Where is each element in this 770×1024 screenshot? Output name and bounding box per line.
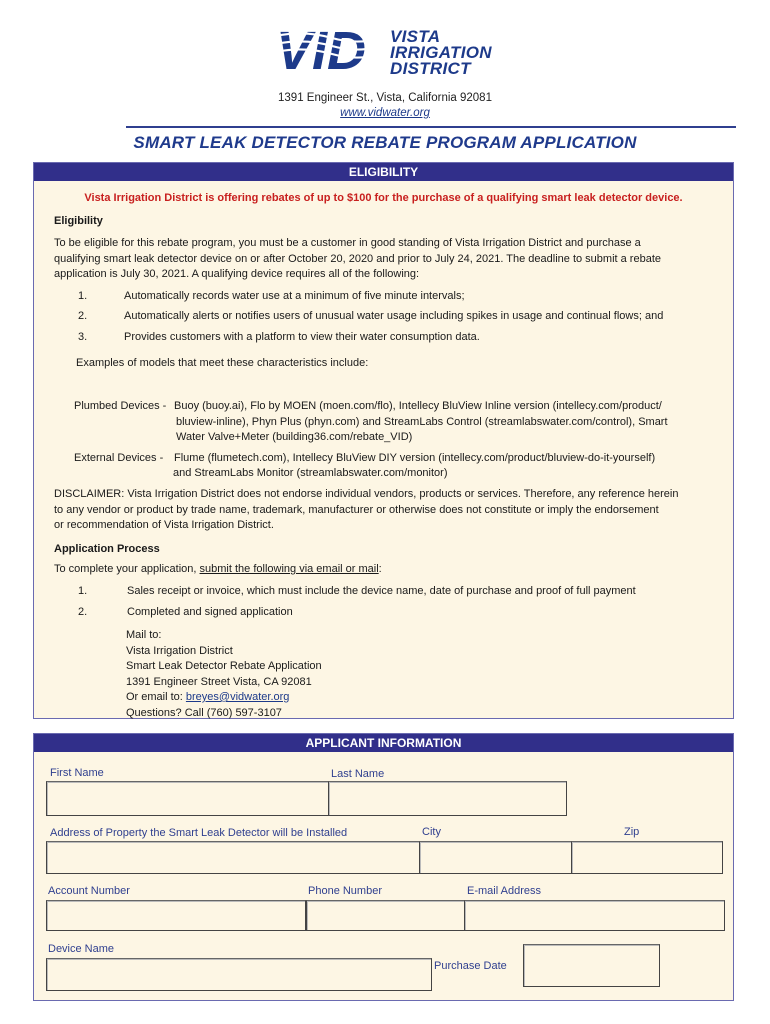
account-number-label: Account Number — [48, 885, 130, 897]
email-link[interactable]: breyes@vidwater.org — [185, 691, 290, 703]
requirement-number: 2. — [78, 310, 88, 322]
zip-field[interactable] — [571, 841, 723, 874]
phone-number-field[interactable] — [306, 900, 466, 931]
purchase-date-label: Purchase Date — [434, 960, 507, 972]
vid-logo-mark — [276, 22, 388, 76]
property-address-label: Address of Property the Smart Leak Detector will be Installed — [50, 827, 348, 839]
process-number: 1. — [78, 585, 88, 597]
external-devices-line: and StreamLabs Monitor (streamlabswater.com/monitor) — [173, 467, 448, 479]
process-text: Completed and signed application — [127, 606, 293, 618]
district-address: 1391 Engineer St., Vista, California 92081 — [278, 92, 492, 104]
process-intro-colon: : — [378, 563, 382, 575]
eligibility-para-line: application is July 30, 2021. A qualifying device requires all of the following: — [54, 268, 420, 280]
property-address-field[interactable] — [46, 841, 420, 874]
requirement-text: Provides customers with a platform to view their water consumption data. — [124, 331, 480, 343]
purchase-date-field[interactable] — [523, 944, 660, 987]
mail-line: Mail to: — [126, 629, 162, 641]
email-prefix: Or email to: — [126, 691, 186, 703]
logo-text-vista: VISTA — [390, 27, 441, 46]
device-name-field[interactable] — [46, 958, 432, 991]
mail-line: Smart Leak Detector Rebate Application — [126, 660, 322, 672]
plumbed-devices-line: Water Valve+Meter (building36.com/rebate_VID) — [176, 431, 413, 443]
eligibility-para-line: To be eligible for this rebate program, you must be a customer in good standing of Vista Irrigation District and purchase a — [54, 237, 641, 249]
logo-text-district: DISTRICT — [390, 59, 471, 78]
first-name-label: First Name — [50, 767, 104, 779]
external-devices-line: Flume (flumetech.com), Intellecy BluView DIY version (intellecy.com/product/bluview-do-it-yourself) — [174, 452, 656, 464]
questions-phone: Questions? Call (760) 597-3107 — [126, 707, 282, 719]
phone-number-label: Phone Number — [308, 885, 382, 897]
mail-line: Vista Irrigation District — [126, 645, 233, 657]
requirement-text: Automatically records water use at a minimum of five minute intervals; — [124, 290, 465, 302]
last-name-label: Last Name — [331, 768, 385, 780]
mail-line: 1391 Engineer Street Vista, CA 92081 — [126, 676, 312, 688]
disclaimer-line: or recommendation of Vista Irrigation District. — [54, 519, 274, 531]
applicant-section — [33, 733, 734, 1001]
plumbed-devices-label: Plumbed Devices - — [74, 400, 167, 412]
disclaimer-line: DISCLAIMER: Vista Irrigation District does not endorse individual vendors, products or services. Therefore, any reference herein — [54, 488, 679, 500]
external-devices-label: External Devices - — [74, 452, 164, 464]
eligibility-heading: Eligibility — [54, 215, 103, 227]
plumbed-devices-line: bluview-inline), Phyn Plus (phyn.com) and StreamLabs Control (streamlabswater.com/control), Smart — [176, 416, 668, 428]
device-name-label: Device Name — [48, 943, 115, 955]
rebate-offer: Vista Irrigation District is offering rebates of up to $100 for the purchase of a qualifying smart leak detector device. — [84, 192, 683, 204]
website-link[interactable]: www.vidwater.org — [340, 107, 430, 119]
process-intro-text: To complete your application, — [54, 563, 200, 575]
plumbed-devices-line: Buoy (buoy.ai), Flo by MOEN (moen.com/flo), Intellecy BluView Inline version (intellecy.com/product/ — [174, 400, 662, 412]
requirement-text: Automatically alerts or notifies users of unusual water usage including spikes in usage and continual flows; and — [124, 310, 664, 322]
email-address-field[interactable] — [464, 900, 725, 931]
disclaimer-line: to any vendor or product by trade name, trademark, manufacturer or otherwise does not constitute or imply the endorsement — [54, 504, 659, 516]
title-divider — [126, 126, 736, 128]
process-intro-underlined: submit the following via email or mail — [199, 563, 379, 575]
eligibility-section — [33, 162, 734, 719]
requirement-number: 1. — [78, 290, 88, 302]
eligibility-header: ELIGIBILITY — [34, 163, 733, 181]
process-text: Sales receipt or invoice, which must include the device name, date of purchase and proof of full payment — [127, 585, 636, 597]
logo-text-irrigation: IRRIGATION — [390, 43, 492, 62]
requirement-number: 3. — [78, 331, 88, 343]
zip-label: Zip — [624, 826, 640, 838]
eligibility-para-line: qualifying smart leak detector device on or after October 20, 2020 and prior to July 24, 2021. The deadline to submit a rebate — [54, 253, 661, 265]
city-field[interactable] — [419, 841, 574, 874]
last-name-field[interactable] — [328, 781, 567, 816]
applicant-header: APPLICANT INFORMATION — [34, 734, 733, 752]
first-name-field[interactable] — [46, 781, 330, 816]
examples-intro: Examples of models that meet these characteristics include: — [76, 357, 369, 369]
process-intro — [54, 562, 382, 577]
email-address-label: E-mail Address — [467, 885, 541, 897]
application-process-heading: Application Process — [54, 543, 160, 555]
process-number: 2. — [78, 606, 88, 618]
city-label: City — [422, 826, 441, 838]
page-title: SMART LEAK DETECTOR REBATE PROGRAM APPLICATION — [133, 133, 637, 152]
email-line — [126, 690, 289, 705]
account-number-field[interactable] — [46, 900, 306, 931]
